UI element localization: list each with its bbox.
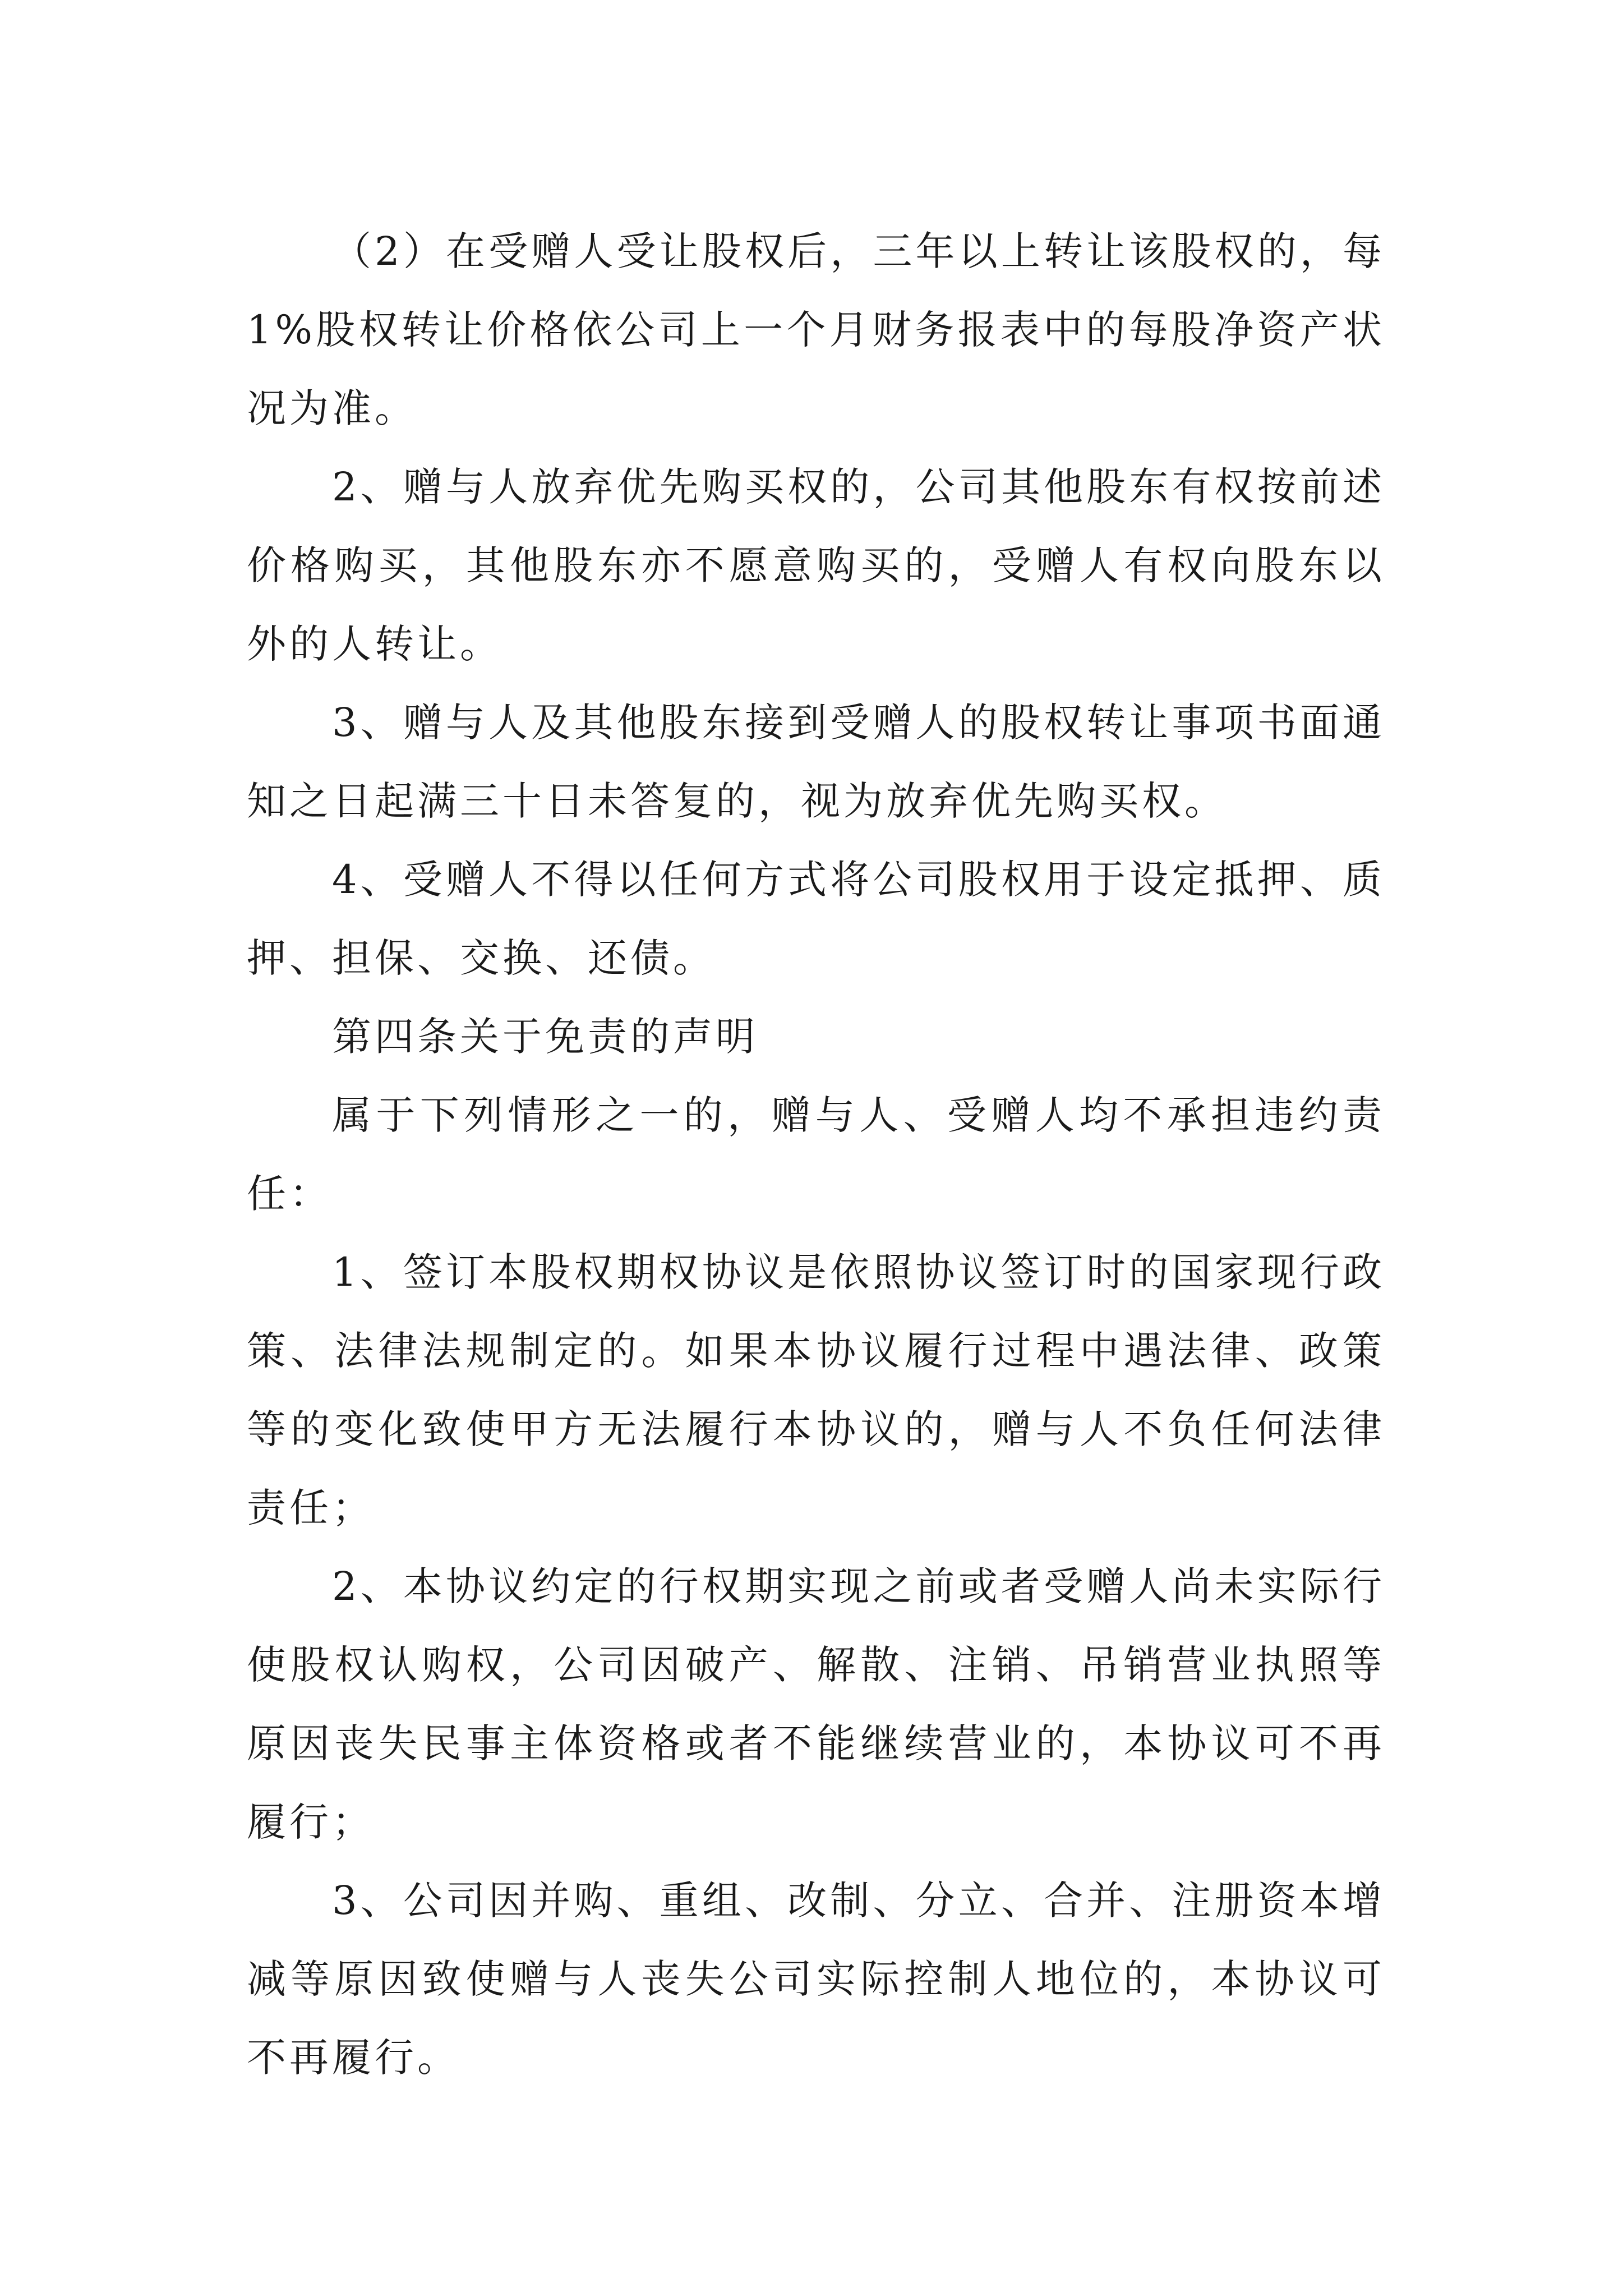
paragraph-exemption-control-loss: 3、公司因并购、重组、改制、分立、合并、注册资本增减等原因致使赠与人丧失公司实际控制人地位的，本协议可不再履行。 <box>247 1878 1385 2081</box>
paragraph-waive-preemption: 2、赠与人放弃优先购买权的，公司其他股东有权按前述价格购买，其他股东亦不愿意购买的，受赠人有权向股东以外的人转让。 <box>247 464 1385 667</box>
section-heading-exemption: 第四条关于免责的声明 <box>332 1014 758 1060</box>
paragraph-exemption-intro: 属于下列情形之一的，赠与人、受赠人均不承担违约责任： <box>247 1092 1385 1217</box>
paragraph-no-pledge: 4、受赠人不得以任何方式将公司股权用于设定抵押、质押、担保、交换、还债。 <box>247 857 1385 981</box>
paragraph-exemption-dissolution: 2、本协议约定的行权期实现之前或者受赠人尚未实际行使股权认购权，公司因破产、解散、注销、吊销营业执照等原因丧失民事主体资格或者不能继续营业的，本协议可不再履行； <box>247 1563 1385 1845</box>
paragraph-notice-period: 3、赠与人及其他股东接到受赠人的股权转让事项书面通知之日起满三十日未答复的，视为放弃优先购买权。 <box>247 700 1385 824</box>
paragraph-exemption-policy: 1、签订本股权期权协议是依照协议签订时的国家现行政策、法律法规制定的。如果本协议履行过程中遇法律、政策等的变化致使甲方无法履行本协议的，赠与人不负任何法律责任； <box>247 1249 1385 1531</box>
document-body <box>247 212 1385 2097</box>
paragraph-transfer-price: （2）在受赠人受让股权后，三年以上转让该股权的，每 1%股权转让价格依公司上一个月财务报表中的每股净资产状况为准。 <box>247 228 1385 431</box>
